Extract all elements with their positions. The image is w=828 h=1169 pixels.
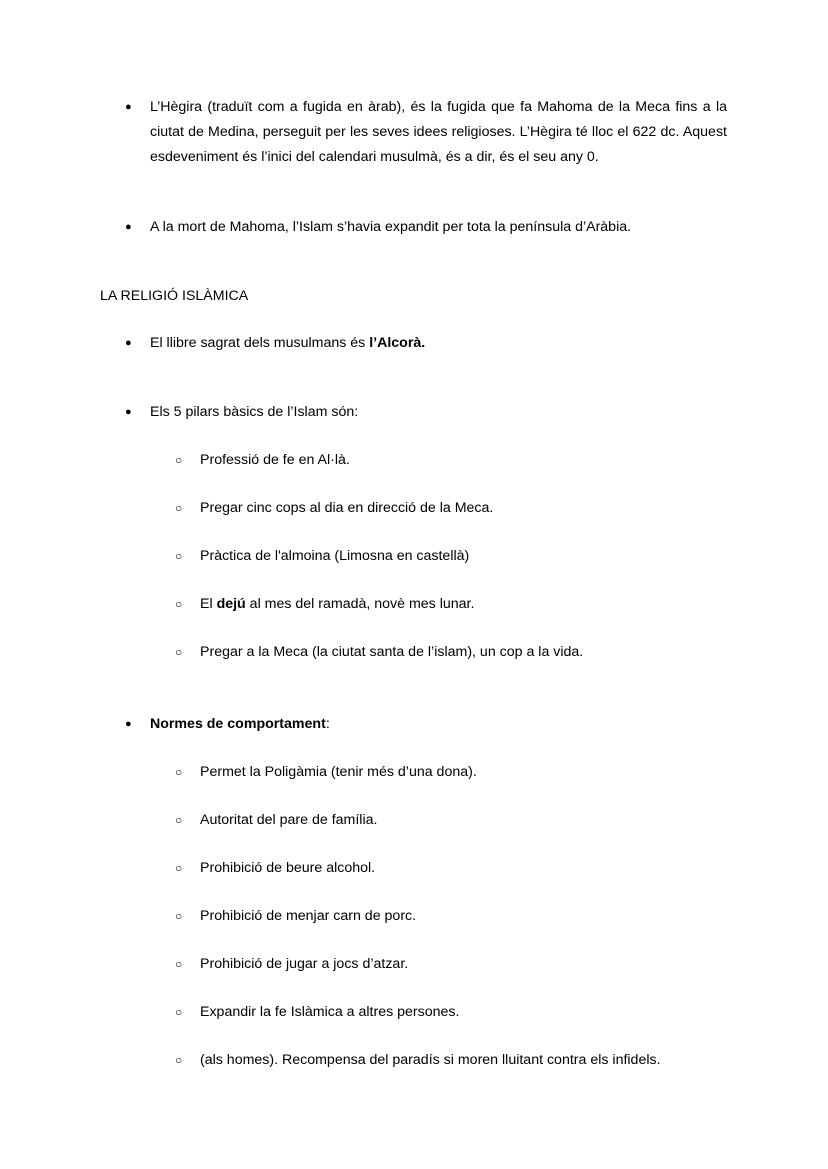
sub-bullet-icon: ○ [175, 453, 183, 467]
fast-prefix: El [200, 596, 217, 612]
sub-bullet-icon: ○ [175, 957, 183, 971]
sub-bullet-icon: ○ [175, 813, 183, 827]
pillar-item: Pregar cinc cops al dia en direcció de la Meca. [200, 500, 494, 516]
norms-heading-text: Normes de comportament [150, 716, 326, 732]
norm-item: Autoritat del pare de família. [200, 812, 378, 828]
norm-item: Prohibició de menjar carn de porc. [200, 908, 417, 924]
norm-item: Prohibició de beure alcohol. [200, 860, 376, 876]
pillar-item: Pregar a la Meca (la ciutat santa de l’islam), un cop a la vida. [200, 644, 584, 660]
holy-book-text: El llibre sagrat dels musulmans és [150, 335, 370, 351]
hegira-line-1: L’Hègira (traduït com a fugida en àrab), és la fugida que fa Mahoma de la Meca fins a la [150, 99, 727, 115]
sub-bullet-icon: ○ [175, 909, 183, 923]
sub-bullet-icon: ○ [175, 1005, 183, 1019]
norm-item: Expandir la fe Islàmica a altres persones. [200, 1004, 460, 1020]
sub-bullet-icon: ○ [175, 549, 183, 563]
bullet-icon: ● [125, 221, 132, 233]
norm-item: Permet la Poligàmia (tenir més d’una dona). [200, 764, 477, 780]
hegira-paragraph [150, 95, 727, 170]
norm-item: (als homes). Recompensa del paradís si moren lluitant contra els infidels. [200, 1052, 661, 1068]
hegira-line-2: ciutat de Medina, perseguit per les seves idees religioses. L’Hègira té lloc el 622 dc. Aquest [150, 124, 727, 140]
pillar-item: Professió de fe en Al·là. [200, 452, 350, 468]
expansion-text: A la mort de Mahoma, l’Islam s’havia expandit per tota la península d’Aràbia. [150, 219, 632, 235]
sub-bullet-icon: ○ [175, 765, 183, 779]
bullet-icon: ● [125, 337, 132, 349]
hegira-line-3: esdeveniment és l’inici del calendari musulmà, és a dir, és el seu any 0. [150, 149, 599, 165]
bullet-icon: ● [125, 101, 132, 113]
holy-book-item [150, 335, 425, 352]
sub-bullet-icon: ○ [175, 861, 183, 875]
holy-book-emphasis: l’Alcorà. [369, 335, 426, 351]
fast-emphasis: dejú [216, 596, 246, 612]
sub-bullet-icon: ○ [175, 501, 183, 515]
section-title: LA RELIGIÓ ISLÀMICA [100, 288, 249, 304]
norms-heading-colon: : [325, 716, 330, 732]
norms-heading [150, 716, 330, 733]
sub-bullet-icon: ○ [175, 1053, 183, 1067]
norm-item: Prohibició de jugar a jocs d’atzar. [200, 956, 409, 972]
sub-bullet-icon: ○ [175, 597, 183, 611]
pillars-heading: Els 5 pilars bàsics de l’Islam són: [150, 404, 359, 420]
sub-bullet-icon: ○ [175, 645, 183, 659]
pillar-item-fast [200, 596, 474, 613]
bullet-icon: ● [125, 406, 132, 418]
fast-suffix: al mes del ramadà, novè mes lunar. [245, 596, 475, 612]
bullet-icon: ● [125, 718, 132, 730]
pillar-item: Pràctica de l'almoina (Limosna en castellà) [200, 548, 470, 564]
